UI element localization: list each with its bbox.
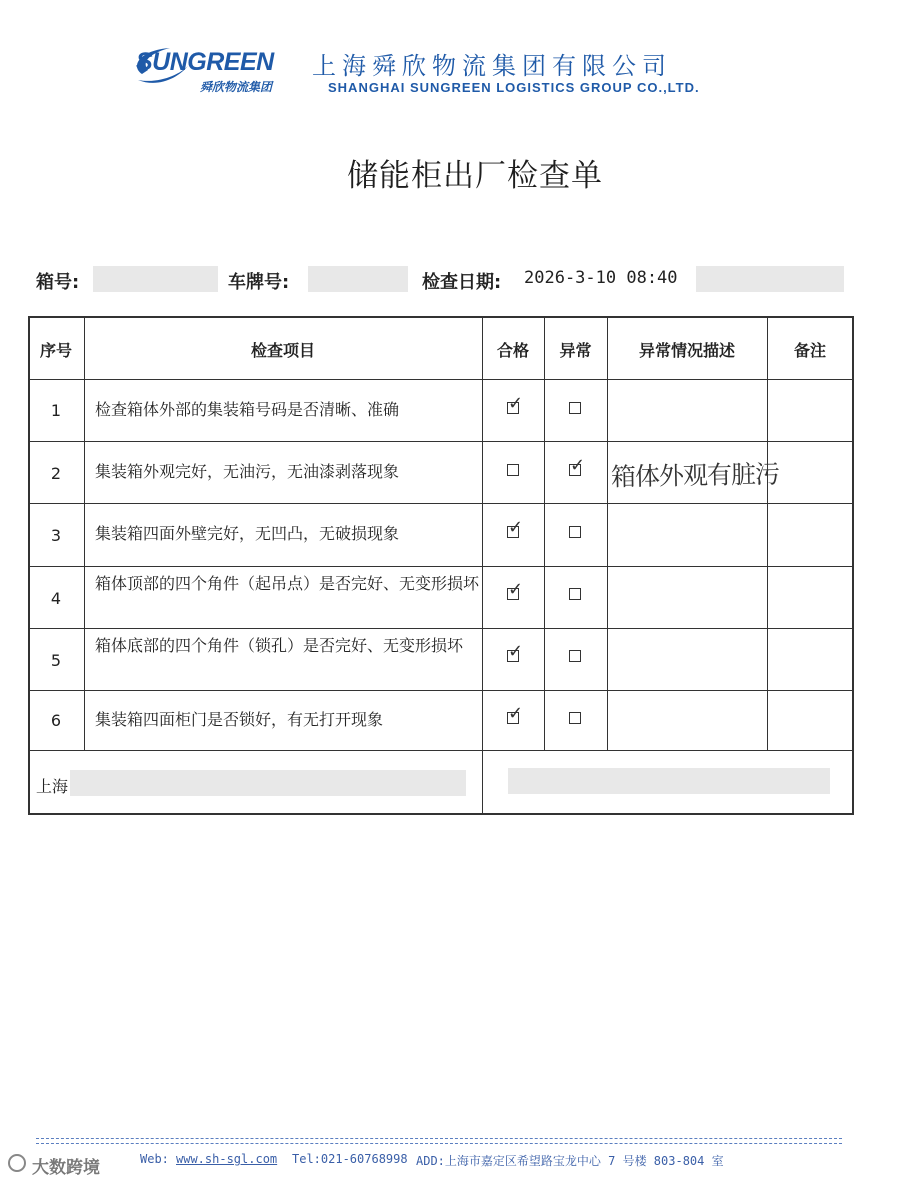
abnormal-checkbox[interactable]	[569, 650, 581, 662]
plate-number-label: 车牌号:	[228, 272, 290, 293]
watermark-icon	[8, 1154, 26, 1172]
handwritten-description: 箱体外观有脏污	[610, 459, 780, 492]
footer-address: ADD:上海市嘉定区希望路宝龙中心 7 号楼 803-804 室	[416, 1154, 724, 1168]
extra-redacted	[696, 266, 844, 292]
check-mark-icon: ✓	[570, 455, 586, 476]
row-number: 5	[50, 651, 62, 670]
check-mark-icon: ✓	[508, 703, 524, 724]
inspection-date-value: 2026-3-10 08:40	[524, 268, 678, 288]
check-mark-icon: ✓	[508, 641, 524, 662]
check-mark-icon: ✓	[508, 393, 524, 414]
abnormal-checkbox[interactable]	[569, 712, 581, 724]
row-number: 6	[50, 711, 62, 730]
watermark-text: 大数跨境	[32, 1158, 100, 1178]
signature-redacted-left	[70, 770, 466, 796]
footer-rule-bottom	[36, 1143, 842, 1144]
company-name-en: SHANGHAI SUNGREEN LOGISTICS GROUP CO.,LTD.	[328, 80, 700, 95]
company-name-cn: 上海舜欣物流集团有限公司	[312, 52, 672, 80]
abnormal-checkbox[interactable]	[569, 588, 581, 600]
header-no: 序号	[39, 341, 72, 360]
signature-redacted-right	[508, 768, 830, 794]
inspection-date-label: 检查日期:	[422, 272, 502, 293]
abnormal-checkbox[interactable]	[569, 526, 581, 538]
header-abnormal: 异常	[559, 341, 592, 360]
box-number-redacted	[93, 266, 218, 292]
row-number: 3	[50, 526, 62, 545]
logo-cn-text: 舜欣物流集团	[200, 80, 273, 94]
abnormal-checkbox[interactable]	[569, 402, 581, 414]
header-note: 备注	[793, 341, 826, 360]
footer-web-label: Web:	[140, 1152, 169, 1166]
row-item: 集装箱四面外壁完好，无凹凸，无破损现象	[95, 524, 400, 543]
row-number: 4	[50, 589, 62, 608]
row-item: 箱体底部的四个角件（锁孔）是否完好、无变形损坏	[95, 636, 464, 655]
header-item: 检查项目	[250, 341, 315, 360]
check-mark-icon: ✓	[508, 517, 524, 538]
box-number-label: 箱号:	[36, 272, 80, 293]
footer-phone: Tel:021-60768998	[292, 1152, 408, 1166]
header-pass: 合格	[496, 341, 529, 360]
logo-text: SUNGREEN	[136, 48, 274, 76]
signature-prefix: 上海	[36, 777, 69, 796]
footer-website-link[interactable]: www.sh-sgl.com	[176, 1152, 278, 1166]
check-mark-icon: ✓	[508, 579, 524, 600]
row-number: 1	[50, 401, 62, 420]
row-item: 箱体顶部的四个角件（起吊点）是否完好、无变形损坏	[95, 574, 480, 593]
row-item: 集装箱四面柜门是否锁好，有无打开现象	[95, 710, 384, 729]
row-number: 2	[50, 464, 62, 483]
footer-rule-top	[36, 1138, 842, 1139]
header-description: 异常情况描述	[638, 341, 735, 360]
pass-checkbox[interactable]	[507, 464, 519, 476]
row-item: 检查箱体外部的集装箱号码是否清晰、准确	[95, 400, 400, 419]
document-title: 储能柜出厂检查单	[347, 158, 603, 194]
plate-number-redacted	[308, 266, 408, 292]
row-item: 集装箱外观完好，无油污，无油漆剥落现象	[95, 462, 400, 481]
